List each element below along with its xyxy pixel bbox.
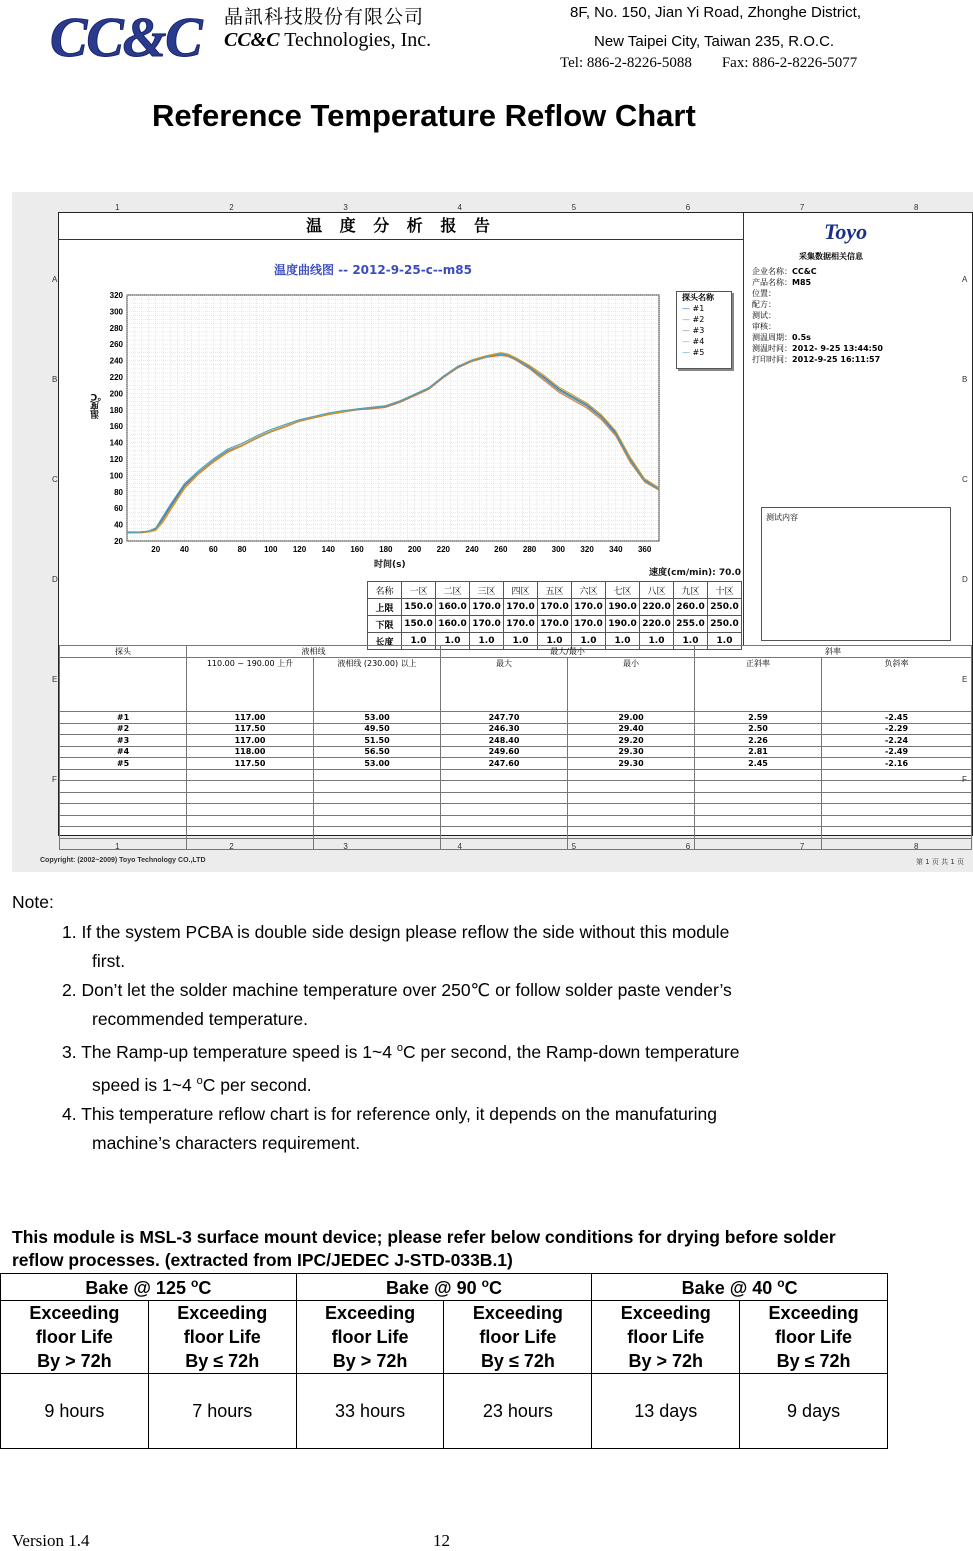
x-tick-label: 180 xyxy=(379,545,393,554)
legend-label: #2 xyxy=(692,315,705,324)
results-sub-header: 最大 xyxy=(441,658,568,712)
legend-item: — #3 xyxy=(682,326,705,335)
ruler-letter: D xyxy=(52,575,58,584)
zone-cell: 220.0 xyxy=(640,616,674,633)
chart-legend xyxy=(676,291,732,369)
zone-header: 八区 xyxy=(640,582,674,599)
ruler-letter: E xyxy=(52,675,58,684)
zone-cell: 150.0 xyxy=(402,599,436,616)
y-tick-label: 300 xyxy=(109,307,123,317)
table-cell: #2 xyxy=(60,723,187,735)
y-tick-label: 240 xyxy=(109,356,123,366)
zone-header: 五区 xyxy=(538,582,572,599)
zone-cell: 255.0 xyxy=(674,616,708,633)
table-cell: 118.00 xyxy=(187,746,314,758)
bake-header-unit: C xyxy=(784,1277,798,1298)
zone-settings-table xyxy=(367,581,742,650)
x-tick-label: 40 xyxy=(180,545,189,554)
page-title: Reference Temperature Reflow Chart xyxy=(152,98,696,133)
report-page-label: 第 1 页 共 1 页 xyxy=(916,858,965,866)
results-sub-header: 正斜率 xyxy=(695,658,822,712)
info-row xyxy=(752,299,883,310)
ruler-number: 6 xyxy=(685,842,691,851)
y-tick-label: 280 xyxy=(109,323,123,333)
table-row xyxy=(60,758,972,770)
y-tick-label: 220 xyxy=(109,373,123,382)
bake-header-text: Bake @ 125 xyxy=(85,1277,191,1298)
note-line: first. xyxy=(92,951,126,971)
ruler-number: 8 xyxy=(913,203,919,212)
y-tick-label: 40 xyxy=(114,520,123,530)
note-line: 4. This temperature reflow chart is for reference only, it depends on the manufaturing xyxy=(62,1103,717,1124)
note-text: speed is 1~4 xyxy=(92,1074,197,1095)
ruler-number: 5 xyxy=(571,203,577,212)
degree-mark: o xyxy=(396,1042,403,1054)
table-cell: #3 xyxy=(60,735,187,747)
x-tick-label: 340 xyxy=(609,545,623,554)
y-tick-label: 140 xyxy=(109,438,123,448)
table-cell: 53.00 xyxy=(314,712,441,724)
results-group-header-row xyxy=(60,646,972,658)
info-value: 2012- 9-25 13:44:50 xyxy=(792,344,883,353)
results-sub-header: 最小 xyxy=(568,658,695,712)
note-line: recommended temperature. xyxy=(92,1009,308,1029)
company-logo: CC&C xyxy=(50,7,202,69)
contact-line xyxy=(560,55,857,72)
empty-row xyxy=(60,792,972,804)
zone-header: 九区 xyxy=(674,582,708,599)
bake-value: 9 days xyxy=(740,1374,888,1449)
results-group-header: 最大/最小 xyxy=(441,646,695,658)
zone-cell: 170.0 xyxy=(470,599,504,616)
info-label: 企业名称： xyxy=(752,267,792,276)
table-cell: #5 xyxy=(60,758,187,770)
table-cell: #4 xyxy=(60,746,187,758)
note-line: machine’s characters requirement. xyxy=(92,1132,361,1153)
info-value: 2012-9-25 16:11:57 xyxy=(792,355,881,364)
zone-cell: 1.0 xyxy=(640,633,674,650)
zone-cell: 170.0 xyxy=(572,599,606,616)
zone-cell: 260.0 xyxy=(674,599,708,616)
bake-header xyxy=(592,1274,888,1301)
y-tick-label: 160 xyxy=(109,422,123,432)
bake-subheader: Exceeding floor Life By > 72h xyxy=(592,1301,740,1374)
zone-cell: 190.0 xyxy=(606,599,640,616)
zone-header: 四区 xyxy=(504,582,538,599)
bake-header-text: Bake @ 40 xyxy=(681,1277,778,1298)
info-row xyxy=(752,266,883,277)
table-cell: 29.20 xyxy=(568,735,695,747)
bake-conditions-table xyxy=(0,1273,888,1449)
zone-cell: 1.0 xyxy=(572,633,606,650)
zone-row xyxy=(368,616,742,633)
ruler-number: 4 xyxy=(457,842,462,851)
y-axis-label: 温度℃ xyxy=(91,391,101,419)
zone-cell: 190.0 xyxy=(606,616,640,633)
x-tick-label: 300 xyxy=(551,545,566,554)
y-tick-label: 80 xyxy=(114,487,123,497)
zone-header: 三区 xyxy=(470,582,504,599)
reflow-chart xyxy=(59,273,743,573)
note-line xyxy=(62,1034,882,1067)
ruler-letter: F xyxy=(52,775,57,784)
results-sub-header: 负斜率 xyxy=(822,658,972,712)
results-sub-header: 110.00 ~ 190.00 上升 xyxy=(187,658,314,712)
degree-mark: o xyxy=(481,1275,489,1290)
results-sub-header-row xyxy=(60,658,972,712)
ruler-letter: C xyxy=(52,475,58,484)
legend-item: — #5 xyxy=(682,348,705,357)
x-tick-label: 200 xyxy=(407,545,422,554)
zone-cell: 长度 xyxy=(368,633,402,650)
info-label: 审核： xyxy=(752,322,776,331)
notes-list xyxy=(62,918,882,1158)
bake-subheader: Exceeding floor Life By > 72h xyxy=(296,1301,444,1374)
company-name-en-rest: Technologies, Inc. xyxy=(279,29,432,51)
x-tick-label: 160 xyxy=(350,545,364,554)
info-label: 测温周期： xyxy=(752,333,792,342)
table-cell: -2.45 xyxy=(822,712,972,724)
results-sub-header: 液相线 (230.00) 以上 xyxy=(314,658,441,712)
legend-item: — #1 xyxy=(682,304,705,313)
info-value: 0.5s xyxy=(792,333,811,342)
speed-label: 速度(cm/min): 70.0 xyxy=(649,568,742,578)
table-cell: 2.45 xyxy=(695,758,822,770)
info-row xyxy=(752,277,883,288)
table-cell: -2.24 xyxy=(822,735,972,747)
report-copyright: Copyright: (2002~2009) Toyo Technology CO.,LTD xyxy=(40,857,206,864)
info-row xyxy=(752,321,883,332)
table-cell: 117.50 xyxy=(187,723,314,735)
info-list xyxy=(752,266,883,365)
bake-header-text: Bake @ 90 xyxy=(386,1277,482,1298)
y-tick-label: 200 xyxy=(109,389,123,399)
msl-statement: This module is MSL-3 surface mount device; please refer below conditions for drying before solder reflow processes. (extracted from IPC/JEDEC J-STD-033B.1) xyxy=(12,1227,836,1270)
table-cell: 29.30 xyxy=(568,758,695,770)
degree-mark: o xyxy=(196,1074,203,1087)
ruler-number: 7 xyxy=(799,842,805,851)
y-tick-label: 60 xyxy=(114,504,123,514)
bake-header xyxy=(1,1274,297,1301)
empty-row xyxy=(60,838,972,850)
zone-cell: 1.0 xyxy=(470,633,504,650)
bake-subheader-row xyxy=(1,1301,888,1374)
ruler-number: 3 xyxy=(343,842,348,851)
empty-row xyxy=(60,781,972,793)
zone-header: 七区 xyxy=(606,582,640,599)
x-tick-label: 240 xyxy=(465,545,479,554)
info-label: 产品名称： xyxy=(752,278,792,287)
table-cell: 2.50 xyxy=(695,723,822,735)
company-name-cn: 晶訊科技股份有限公司 xyxy=(224,6,425,28)
address-line-1: 8F, No. 150, Jian Yi Road, Zhonghe District, xyxy=(570,4,861,21)
table-cell: 29.40 xyxy=(568,723,695,735)
x-tick-label: 320 xyxy=(580,545,594,554)
table-cell: 49.50 xyxy=(314,723,441,735)
ruler-letter: A xyxy=(52,275,58,284)
ruler-letter: B xyxy=(52,375,58,384)
ruler-number: 6 xyxy=(685,203,691,212)
zone-cell: 170.0 xyxy=(538,599,572,616)
zone-cell: 170.0 xyxy=(504,599,538,616)
zone-cell: 上限 xyxy=(368,599,402,616)
note-line: 1. If the system PCBA is double side design please reflow the side without this module xyxy=(62,922,730,942)
results-group-header: 液相线 xyxy=(187,646,441,658)
zone-header: 十区 xyxy=(708,582,742,599)
y-tick-label: 100 xyxy=(109,471,123,481)
ruler-number: 8 xyxy=(913,842,919,851)
legend-item: — #2 xyxy=(682,315,705,324)
table-cell: 247.70 xyxy=(441,712,568,724)
table-row xyxy=(60,735,972,747)
table-cell: 51.50 xyxy=(314,735,441,747)
ruler-letter: D xyxy=(962,575,968,584)
bake-header-row xyxy=(1,1274,888,1301)
x-tick-label: 360 xyxy=(637,545,652,554)
table-row xyxy=(60,723,972,735)
report-title: 温 度 分 析 报 告 xyxy=(59,213,744,240)
zone-cell: 170.0 xyxy=(470,616,504,633)
company-name-en xyxy=(224,29,431,52)
bake-value: 13 days xyxy=(592,1374,740,1449)
ruler-number: 4 xyxy=(457,203,462,212)
zone-cell: 170.0 xyxy=(538,616,572,633)
tel: Tel: 886-2-8226-5088 xyxy=(560,55,692,71)
ruler-letter: A xyxy=(962,275,968,284)
table-cell: 246.30 xyxy=(441,723,568,735)
ruler-number: 2 xyxy=(229,203,234,212)
footer-page-number: 12 xyxy=(433,1531,450,1550)
zone-cell: 1.0 xyxy=(674,633,708,650)
y-tick-label: 120 xyxy=(109,455,123,464)
y-tick-label: 320 xyxy=(109,291,123,300)
zone-cell: 1.0 xyxy=(538,633,572,650)
legend-label: #4 xyxy=(692,337,705,346)
table-cell: 117.00 xyxy=(187,735,314,747)
ruler-number: 3 xyxy=(343,203,348,212)
zone-cell: 250.0 xyxy=(708,616,742,633)
results-group-header: 探头 xyxy=(60,646,187,658)
company-name-en-brand: CC&C xyxy=(224,29,280,51)
toyo-logo: Toyo xyxy=(824,219,868,244)
zone-cell: 170.0 xyxy=(572,616,606,633)
note-text: 3. The Ramp-up temperature speed is 1~4 xyxy=(62,1041,397,1062)
legend-label: #3 xyxy=(692,326,705,335)
x-tick-label: 20 xyxy=(151,545,161,554)
x-tick-label: 100 xyxy=(264,545,278,554)
y-tick-label: 180 xyxy=(109,405,123,415)
table-cell: 248.40 xyxy=(441,735,568,747)
x-tick-label: 80 xyxy=(237,545,247,554)
bake-header-unit: C xyxy=(488,1277,502,1298)
table-cell: 29.30 xyxy=(568,746,695,758)
ruler-letter: B xyxy=(962,375,968,384)
bake-subheader: Exceeding floor Life By ≤ 72h xyxy=(444,1301,592,1374)
info-row xyxy=(752,354,883,365)
zone-cell: 250.0 xyxy=(708,599,742,616)
table-cell: 117.00 xyxy=(187,712,314,724)
empty-row xyxy=(60,804,972,816)
table-cell: 2.59 xyxy=(695,712,822,724)
report-divider xyxy=(743,213,744,645)
zone-header: 六区 xyxy=(572,582,606,599)
x-tick-label: 280 xyxy=(522,545,537,554)
degree-mark: o xyxy=(190,1275,199,1290)
x-tick-label: 140 xyxy=(321,545,335,554)
table-cell: 2.26 xyxy=(695,735,822,747)
note-text: C per second. xyxy=(202,1074,312,1095)
ruler-number: 1 xyxy=(115,842,120,851)
zone-cell: 1.0 xyxy=(606,633,640,650)
zone-cell: 1.0 xyxy=(708,633,742,650)
table-cell: 29.00 xyxy=(568,712,695,724)
empty-row xyxy=(60,827,972,839)
table-cell: -2.49 xyxy=(822,746,972,758)
bake-values-row xyxy=(1,1374,888,1449)
info-value: M85 xyxy=(792,278,812,287)
note-item xyxy=(62,1100,882,1158)
test-content-box xyxy=(761,507,951,641)
note-text: C per second, the Ramp-down temperature xyxy=(402,1041,740,1062)
results-sub-header xyxy=(60,658,187,712)
x-axis-label: 时间(s) xyxy=(374,560,406,570)
zone-cell: 170.0 xyxy=(504,616,538,633)
bake-value: 9 hours xyxy=(1,1374,149,1449)
info-row xyxy=(752,343,883,354)
legend-label: #1 xyxy=(692,304,705,313)
notes-heading: Note: xyxy=(12,892,54,912)
note-line xyxy=(62,1067,882,1100)
zone-cell: 1.0 xyxy=(402,633,436,650)
table-row xyxy=(60,746,972,758)
ruler-number: 1 xyxy=(115,203,120,212)
info-label: 打印时间： xyxy=(752,355,792,364)
bake-subheader: Exceeding floor Life By ≤ 72h xyxy=(740,1301,888,1374)
table-cell: 56.50 xyxy=(314,746,441,758)
note-line: 2. Don’t let the solder machine temperature over 250℃ or follow solder paste vender’s xyxy=(62,980,732,1000)
legend-label: #5 xyxy=(692,348,705,357)
table-cell: 247.60 xyxy=(441,758,568,770)
zone-cell: 150.0 xyxy=(402,616,436,633)
zone-cell: 下限 xyxy=(368,616,402,633)
y-tick-label: 260 xyxy=(109,340,123,350)
ruler-number: 5 xyxy=(571,842,577,851)
ruler-number: 7 xyxy=(799,203,805,212)
legend-item: — #4 xyxy=(682,337,705,346)
table-row xyxy=(60,712,972,724)
zone-cell: 1.0 xyxy=(504,633,538,650)
note-item xyxy=(62,976,882,1034)
info-label: 测试： xyxy=(752,311,776,320)
info-label: 配方： xyxy=(752,300,776,309)
test-content-label: 测试内容 xyxy=(766,513,798,522)
bake-value: 7 hours xyxy=(148,1374,296,1449)
table-cell: #1 xyxy=(60,712,187,724)
empty-row xyxy=(60,815,972,827)
degree-mark: o xyxy=(777,1275,785,1290)
zone-row xyxy=(368,599,742,616)
footer-version: Version 1.4 xyxy=(12,1531,90,1550)
zone-header: 一区 xyxy=(402,582,436,599)
ruler-letter: F xyxy=(962,775,967,784)
table-cell: 249.60 xyxy=(441,746,568,758)
bake-value: 33 hours xyxy=(296,1374,444,1449)
x-tick-label: 120 xyxy=(292,545,307,554)
ruler-letter: E xyxy=(962,675,968,684)
x-tick-label: 260 xyxy=(494,545,508,554)
zone-cell: 220.0 xyxy=(640,599,674,616)
results-group-header: 斜率 xyxy=(695,646,972,658)
bake-header xyxy=(296,1274,592,1301)
x-tick-label: 220 xyxy=(436,545,451,554)
note-item xyxy=(62,918,882,976)
bake-value: 23 hours xyxy=(444,1374,592,1449)
bake-header-unit: C xyxy=(198,1277,212,1298)
address-line-2: New Taipei City, Taiwan 235, R.O.C. xyxy=(594,33,835,50)
results-table xyxy=(59,645,972,850)
legend-title: 探头名称 xyxy=(682,293,714,302)
zone-header: 二区 xyxy=(436,582,470,599)
bake-subheader: Exceeding floor Life By > 72h xyxy=(1,1301,149,1374)
info-label: 测温时间： xyxy=(752,344,792,353)
zone-cell: 160.0 xyxy=(436,616,470,633)
info-title: 采集数据相关信息 xyxy=(799,252,863,261)
table-cell: -2.16 xyxy=(822,758,972,770)
note-item xyxy=(62,1034,882,1100)
info-label: 位置： xyxy=(752,289,776,298)
zone-header: 名称 xyxy=(368,582,402,599)
table-cell: -2.29 xyxy=(822,723,972,735)
bake-subheader: Exceeding floor Life By ≤ 72h xyxy=(148,1301,296,1374)
table-cell: 2.81 xyxy=(695,746,822,758)
x-tick-label: 60 xyxy=(208,545,218,554)
plot-title: 温度曲线图 -- 2012-9-25-c--m85 xyxy=(274,263,472,277)
zone-header-row xyxy=(368,582,742,599)
ruler-number: 2 xyxy=(229,842,234,851)
table-cell: 117.50 xyxy=(187,758,314,770)
fax: Fax: 886-2-8226-5077 xyxy=(721,55,858,71)
table-cell: 53.00 xyxy=(314,758,441,770)
info-row xyxy=(752,288,883,299)
zone-cell: 160.0 xyxy=(436,599,470,616)
temperature-report xyxy=(58,212,973,836)
zone-cell: 1.0 xyxy=(436,633,470,650)
empty-row xyxy=(60,769,972,781)
info-row xyxy=(752,310,883,321)
info-row xyxy=(752,332,883,343)
ruler-letter: C xyxy=(962,475,968,484)
y-tick-label: 20 xyxy=(114,537,123,546)
info-value: CC&C xyxy=(792,267,817,276)
